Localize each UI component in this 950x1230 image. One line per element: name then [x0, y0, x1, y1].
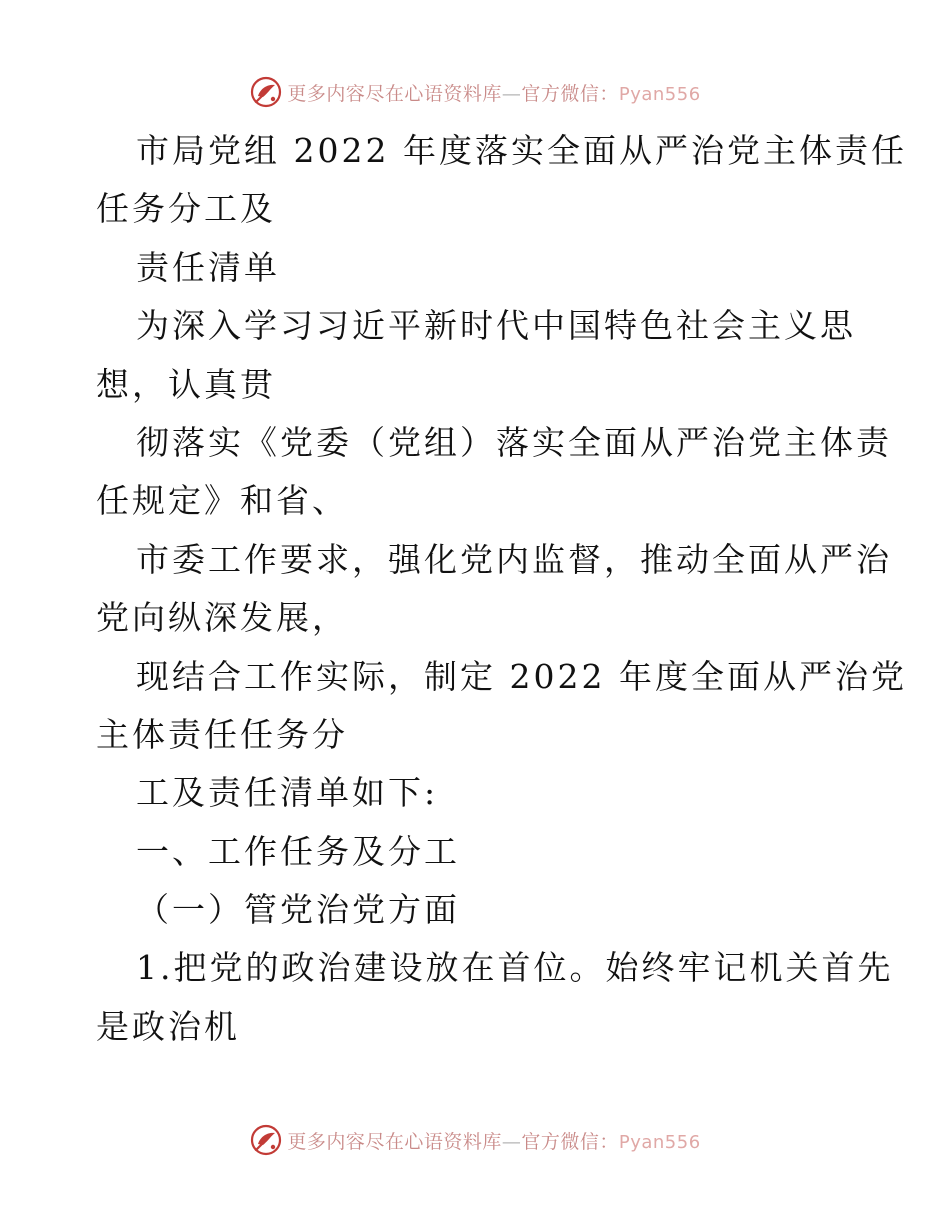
watermark-separator: — — [501, 82, 522, 105]
watermark-wechat-label: 官方微信： — [521, 82, 619, 105]
document-body — [96, 122, 907, 1056]
watermark-wechat-label: 官方微信： — [521, 1130, 619, 1153]
title-line-2: 任务分工及 — [96, 189, 276, 229]
watermark-brand: 更多内容尽在心语资料库 — [287, 1130, 502, 1153]
watermark-wechat-id: Pyan556 — [618, 83, 701, 105]
section-heading: 一、工作任务及分工 — [136, 831, 460, 871]
watermark-text — [287, 79, 700, 106]
paragraph-line: 1.把党的政治建设放在首位。始终牢记机关首先 — [136, 948, 894, 988]
paragraph-line: 是政治机 — [96, 1006, 240, 1046]
paragraph-line: 彻落实《党委（党组）落实全面从严治党主体责 — [136, 422, 892, 462]
watermark-brand: 更多内容尽在心语资料库 — [287, 82, 502, 105]
title-line-1: 市局党组 2022 年度落实全面从严治党主体责任 — [136, 131, 907, 170]
paragraph-line: 主体责任任务分 — [96, 714, 348, 754]
header-watermark — [0, 72, 950, 112]
watermark-separator: — — [501, 1130, 522, 1153]
paragraph-line: 党向纵深发展， — [96, 598, 348, 638]
paragraph-line: 想，认真贯 — [96, 364, 276, 404]
paragraph-line: 工及责任清单如下: — [136, 773, 439, 813]
title-line-3: 责任清单 — [136, 247, 280, 287]
brand-logo-icon — [249, 75, 283, 109]
paragraph-line: 现结合工作实际，制定 2022 年度全面从严治党 — [136, 656, 907, 696]
watermark-wechat-id: Pyan556 — [618, 1131, 701, 1153]
subsection-heading: （一）管党治党方面 — [136, 890, 460, 930]
watermark-text — [287, 1127, 700, 1154]
brand-logo-icon — [249, 1123, 283, 1157]
paragraph-line: 任规定》和省、 — [96, 481, 348, 521]
paragraph-line: 为深入学习习近平新时代中国特色社会主义思 — [136, 306, 856, 346]
paragraph-line: 市委工作要求，强化党内监督，推动全面从严治 — [136, 539, 892, 579]
footer-watermark — [0, 1120, 950, 1160]
